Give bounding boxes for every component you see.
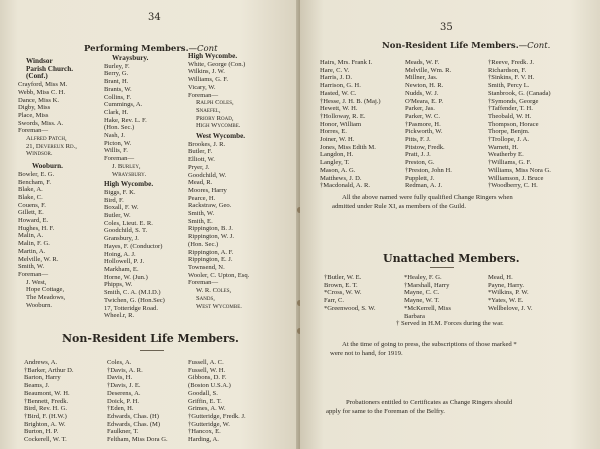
member-name: Hasted, W. C. xyxy=(320,89,357,97)
member-name: Brown, E. T. xyxy=(324,281,358,289)
member-name: Grimes, A. W. xyxy=(188,405,226,413)
foreman-address: Alfred Patch, xyxy=(26,135,67,143)
member-name: Hake, Rev. L. F. xyxy=(104,116,147,124)
page-header: Non-Resident Life Members.—Cont. xyxy=(382,41,551,51)
member-name: †Davis, J. E. xyxy=(107,382,141,390)
member-name: (Boston U.S.A.) xyxy=(188,382,231,390)
unattached-column-2 xyxy=(404,274,451,320)
member-name: Markham, E. xyxy=(104,265,139,273)
member-name: Pearce, H. xyxy=(188,194,216,202)
page-number: 34 xyxy=(148,12,161,23)
member-name: Mason, A. G. xyxy=(320,166,356,174)
wraysbury-wycombe-column xyxy=(104,55,165,320)
member-name: †Holloway, R. E. xyxy=(320,112,366,120)
unattached-column-1 xyxy=(324,274,375,313)
member-name: Willis, F. xyxy=(104,147,128,155)
member-name: Hughes, H. F. xyxy=(18,224,55,232)
group-heading: High Wycombe. xyxy=(188,52,238,60)
member-name: Melville, W. R. xyxy=(18,255,59,263)
member-name: Brants, W. xyxy=(104,85,132,93)
foreman-address: Wraysbury. xyxy=(112,170,147,178)
member-name: Smith, W. xyxy=(18,263,45,271)
member-name: Smith, W. xyxy=(188,210,215,218)
non-resident-column-1 xyxy=(320,59,381,190)
unattached-column-3 xyxy=(488,274,532,313)
member-name: (Hon. Sec.) xyxy=(104,124,135,132)
member-name: Hairs, Mrs. Frank I. xyxy=(320,59,373,66)
member-name: Rippington, E. J. xyxy=(188,256,233,264)
member-name: Bencham, F. xyxy=(18,178,51,186)
member-name: *Greenwood, S. W. xyxy=(324,304,376,312)
member-name: Deserens, A. xyxy=(107,389,141,397)
member-name: †Bird, F. (H.W.) xyxy=(24,412,67,420)
member-name: Horres, E. xyxy=(320,128,347,136)
member-name: Elliott, W. xyxy=(188,156,215,164)
member-name: Jones, Miss Edith M. xyxy=(320,143,376,151)
member-name: Clark, H. xyxy=(104,108,129,116)
member-name: Webb, Miss C. H. xyxy=(18,88,66,96)
member-name: †Davis, A. R. xyxy=(107,366,143,374)
member-name: Warnett, H. xyxy=(488,143,519,151)
served-note: † Served in H.M. Forces during the war. xyxy=(396,320,504,327)
member-name: Beaumont, W. H. xyxy=(24,389,70,397)
member-name: Rippington, W. J. xyxy=(188,233,234,241)
member-name: †Taffender, T. H. xyxy=(488,105,533,113)
foreman-address: High Wycombe. xyxy=(196,122,241,130)
group-heading: (Conf.) xyxy=(26,72,48,81)
member-name: Pryer, J. xyxy=(188,163,210,171)
member-name: †Pasmore, H. xyxy=(405,120,441,128)
member-name: Phipps, W. xyxy=(104,281,133,289)
member-name: Hollowell, P. J. xyxy=(104,258,145,266)
member-name: Biggs, F. K. xyxy=(104,188,136,196)
member-name: Beams, J. xyxy=(24,382,50,390)
wycombe-column xyxy=(188,53,249,310)
member-name: Hare, C. V. xyxy=(320,66,350,74)
press-note: At the time of going to press, the subscriptions of those marked * were not to hand, for 1919. xyxy=(330,341,517,357)
foreman-address: The Meadows, xyxy=(26,294,66,302)
member-name: Williamson, J. Bruce xyxy=(488,174,544,182)
member-name: Griffin, E. T. xyxy=(188,397,222,405)
member-name: Bird, F. xyxy=(104,196,124,204)
member-name: 17, Totteridge Road. xyxy=(104,304,158,312)
member-name: Bowler, E. G. xyxy=(18,170,55,178)
member-name: *Wilkins, P. W. xyxy=(488,289,529,297)
member-name: Honor, William xyxy=(320,120,362,128)
member-name: Nudds, W. J. xyxy=(405,89,439,97)
member-name: Harris, J. D. xyxy=(320,74,353,82)
member-name: Wellbelove, J. V. xyxy=(488,304,533,312)
member-name: Mead, R. xyxy=(188,179,213,187)
member-name: †Macdonald, A. R. xyxy=(320,182,370,190)
member-name: †Sinkins, F. V. H. xyxy=(488,74,535,82)
non-resident-column-1 xyxy=(24,359,74,444)
foreman-address: 21, Devereux Rd., xyxy=(26,142,77,150)
member-name: Coles, Lieut. E. R. xyxy=(104,219,153,227)
foreman-address: Windsor. xyxy=(26,150,53,158)
foreman-address: Sands, xyxy=(196,294,215,302)
member-name: Smith, Percy L. xyxy=(488,82,530,90)
member-name: Bird, Rev. H. G. xyxy=(24,405,67,413)
member-name: Mayne, C. C. xyxy=(404,289,440,297)
member-name: Dance, Miss K. xyxy=(18,96,60,104)
group-heading: West Wycombe. xyxy=(196,132,246,141)
foreman-address: Ralph Coles, xyxy=(196,99,234,107)
group-heading: High Wycombe. xyxy=(104,180,154,189)
member-name: Gransbury, J. xyxy=(104,235,139,243)
group-heading: Windsor xyxy=(26,57,53,65)
member-name: Parker, Jas. xyxy=(405,105,435,113)
member-name: †Gutteridge, W. xyxy=(188,420,230,428)
member-name: Fussell, A. C. xyxy=(188,359,224,366)
member-name: Melville, Wm. R. xyxy=(405,66,452,74)
page-number: 35 xyxy=(440,22,453,33)
probationers-note: Probationers entitled to Certificates as Change Ringers should apply for same to the Foreman of the Belfry. xyxy=(326,399,513,415)
member-name: Picton, W. xyxy=(104,139,132,147)
member-name: Wilkins, J. W. xyxy=(188,68,225,76)
divider xyxy=(430,267,454,268)
member-name: †Trollope, J. A. xyxy=(488,136,529,144)
page-header: Performing Members.—Cont xyxy=(84,44,218,54)
member-name: †Hesse, J. H. B. (Maj.) xyxy=(320,97,381,105)
member-name: O'Meara, E. P. xyxy=(405,97,443,105)
member-name: Hoing, A. J. xyxy=(104,250,136,258)
member-name: Boxall, F. W. xyxy=(104,204,139,212)
member-name: Butler, W. xyxy=(104,212,131,220)
member-name: †Marshall, Harry xyxy=(404,281,450,289)
member-name: Langdon, H. xyxy=(320,151,354,159)
member-name: *McKerrell, Miss xyxy=(404,304,451,312)
non-resident-column-2 xyxy=(405,59,452,190)
member-name: Wooler, C. Upton, Esq. xyxy=(188,271,250,279)
member-name: Moores, Harry xyxy=(188,186,227,194)
member-name: Smith, E. xyxy=(188,217,213,225)
member-name: Theobald, W. H. xyxy=(488,112,532,120)
member-name: Williams, G. F. xyxy=(188,76,229,84)
member-name: Malin, F. G. xyxy=(18,240,50,248)
qualification-note: All the above named were fully qualified Change Ringers when admitted under Rule XI, as members of the Guild. xyxy=(332,194,513,210)
member-name: Burley, F. xyxy=(104,62,130,70)
member-name: Swords, Miss. A. xyxy=(18,119,64,127)
member-name: Cockerell, W. T. xyxy=(24,436,67,444)
foreman-address: Priory Road, xyxy=(196,114,234,122)
member-name: †Woodberry, C. H. xyxy=(488,182,538,190)
member-name: Pupplett, J. xyxy=(405,174,435,182)
member-name: Foreman— xyxy=(18,270,49,278)
member-name: Goodall, S. xyxy=(188,389,218,397)
member-name: Burton, H. P. xyxy=(24,428,59,436)
member-name: Foreman— xyxy=(188,279,219,287)
member-name: Rippington, B. J. xyxy=(188,225,233,233)
windsor-wooburn-column xyxy=(18,58,77,310)
member-name: Twichen, G. (Hon.Sec) xyxy=(104,296,165,304)
member-name: †Reeve, Fredk. J. xyxy=(488,59,534,66)
member-name: Foreman— xyxy=(18,127,49,135)
member-name: Blake, C. xyxy=(18,193,43,201)
member-name: (Hon. Sec.) xyxy=(188,240,219,248)
member-name: Rippington, A. F. xyxy=(188,248,234,256)
member-name: Weatherby E. xyxy=(488,151,524,159)
member-name: Foreman— xyxy=(104,155,135,163)
member-name: Goodchild, W. xyxy=(188,171,227,179)
member-name: Millner, Jas. xyxy=(405,74,438,82)
member-name: Digby, Miss xyxy=(18,104,51,112)
member-name: Brant, H. xyxy=(104,78,129,86)
member-name: Foreman— xyxy=(188,91,219,99)
member-name: *Healey, F. G. xyxy=(404,274,442,281)
member-name: †Hancox, E. xyxy=(188,428,221,436)
member-name: Hayes, F. (Conductor) xyxy=(104,242,163,250)
member-name: Pitstow, Fredk. xyxy=(405,143,445,151)
member-name: Thompson, Horace xyxy=(488,120,539,128)
member-name: Vicary, W. xyxy=(188,83,216,91)
member-name: Matthews, J. D. xyxy=(320,174,362,182)
member-name: Blake, A. xyxy=(18,186,43,194)
member-name: Parker, W. C. xyxy=(405,112,441,120)
member-name: Richardson, F. xyxy=(488,66,527,74)
member-name: Doick, P. H. xyxy=(107,397,140,405)
member-name: Feltham, Miss Dora G. xyxy=(107,436,168,444)
foreman-address: J. West, xyxy=(26,278,47,286)
foreman-address: Wooburn. xyxy=(26,301,53,309)
foreman-address: J. Burley, xyxy=(112,162,141,170)
member-name: Edwards, Chas. (M) xyxy=(107,420,161,428)
member-name: Gibbons, D. F. xyxy=(188,374,227,382)
member-name: †Eden, H. xyxy=(107,405,134,413)
member-name: Coles, A. xyxy=(107,359,132,366)
section-title: Non-Resident Life Members. xyxy=(62,332,239,345)
member-name: †Gutteridge, Fredk. J. xyxy=(188,412,246,420)
member-name: Langley, T. xyxy=(320,159,350,167)
non-resident-column-2 xyxy=(107,359,168,444)
member-name: †Barker, Arthur D. xyxy=(24,366,74,374)
member-name: Meads, W. F. xyxy=(405,59,440,66)
unattached-title: Unattached Members. xyxy=(383,252,520,265)
member-name: *Cross, W. W. xyxy=(324,289,362,297)
member-name: †Symonds, George xyxy=(488,97,539,105)
member-name: Williams, Miss Nora G. xyxy=(488,166,551,174)
divider xyxy=(140,350,164,351)
group-heading: Wooburn. xyxy=(32,162,63,171)
member-name: Cummings, A. xyxy=(104,101,143,109)
member-name: White, George (Con.) xyxy=(188,60,246,68)
foreman-address: Hope Cottage, xyxy=(26,286,65,294)
member-name: †Preston, John H. xyxy=(405,166,452,174)
member-name: Payne, Harry. xyxy=(488,281,525,289)
member-name: Harrison, G. H. xyxy=(320,82,361,90)
member-name: Barbara xyxy=(404,312,425,320)
member-name: Place, Miss xyxy=(18,111,49,119)
member-name: Berry, G. xyxy=(104,70,129,78)
member-name: Townsend, N. xyxy=(188,263,225,271)
member-name: Collins, F. xyxy=(104,93,132,101)
member-name: Rackstraw, Geo. xyxy=(188,202,232,210)
right-page xyxy=(300,0,600,449)
member-name: Thorpe, Benjm. xyxy=(488,128,530,136)
member-name: Martin, A. xyxy=(18,247,46,255)
group-heading: Wraysbury. xyxy=(112,54,149,62)
member-name: Fussell, W. H. xyxy=(188,366,226,374)
member-name: Goodchild, S. T. xyxy=(104,227,148,235)
member-name: Wheel.r, R. xyxy=(104,312,135,320)
member-name: Pratt, J. J. xyxy=(405,151,431,159)
member-name: Edwards, Chas. (H) xyxy=(107,412,160,420)
non-resident-column-3 xyxy=(488,59,551,190)
member-name: Stanbrook, G. (Canada) xyxy=(488,89,551,97)
member-name: Brighton, A. W. xyxy=(24,420,66,428)
member-name: Harding, A. xyxy=(188,436,219,444)
group-heading: Parish Church. xyxy=(26,64,73,73)
member-name: Butler, F. xyxy=(188,148,213,156)
member-name: †Butler, W. E. xyxy=(324,274,362,281)
member-name: Andrews, A. xyxy=(24,359,58,366)
member-name: Mayne, W. T. xyxy=(404,297,440,305)
member-name: Faulkner, T. xyxy=(107,428,139,436)
member-name: Gillett, E. xyxy=(18,209,44,217)
member-name: Newton, H. R. xyxy=(405,82,444,90)
member-name: Smith, C. A. (M.I.D.) xyxy=(104,289,161,297)
member-name: †Bennett, Fredk. xyxy=(24,397,69,405)
member-name: Mead, H. xyxy=(488,274,513,281)
member-name: Horne, W. (Jun.) xyxy=(104,273,148,281)
member-name: Malin, A. xyxy=(18,232,44,240)
member-name: Preston, G. xyxy=(405,159,435,167)
non-resident-column-3 xyxy=(188,359,246,444)
member-name: Davis, H. xyxy=(107,374,133,382)
member-name: Pickworth, W. xyxy=(405,128,443,136)
foreman-address: W. R. Coles, xyxy=(196,287,232,295)
member-name: Brookes, J. R. xyxy=(188,140,226,148)
member-name: Redman, A. J. xyxy=(405,182,443,190)
member-name: Barton, Harry xyxy=(24,374,61,382)
member-name: Pitts, F. J. xyxy=(405,136,431,144)
member-name: Nash, J. xyxy=(104,132,126,140)
member-name: Farr, C. xyxy=(324,297,345,305)
member-name: Couens, F. xyxy=(18,201,46,209)
member-name: Hewett, W. H. xyxy=(320,105,358,113)
foreman-address: Snaefel, xyxy=(196,106,221,114)
member-name: Crayford, Miss M. xyxy=(18,81,68,89)
member-name: Joiner, W. H. xyxy=(320,136,355,144)
member-name: Howard, E. xyxy=(18,217,49,225)
foreman-address: West Wycombe. xyxy=(196,302,242,310)
member-name: *Yates, W. E. xyxy=(488,297,524,305)
member-name: †Williams, G. F. xyxy=(488,159,532,167)
